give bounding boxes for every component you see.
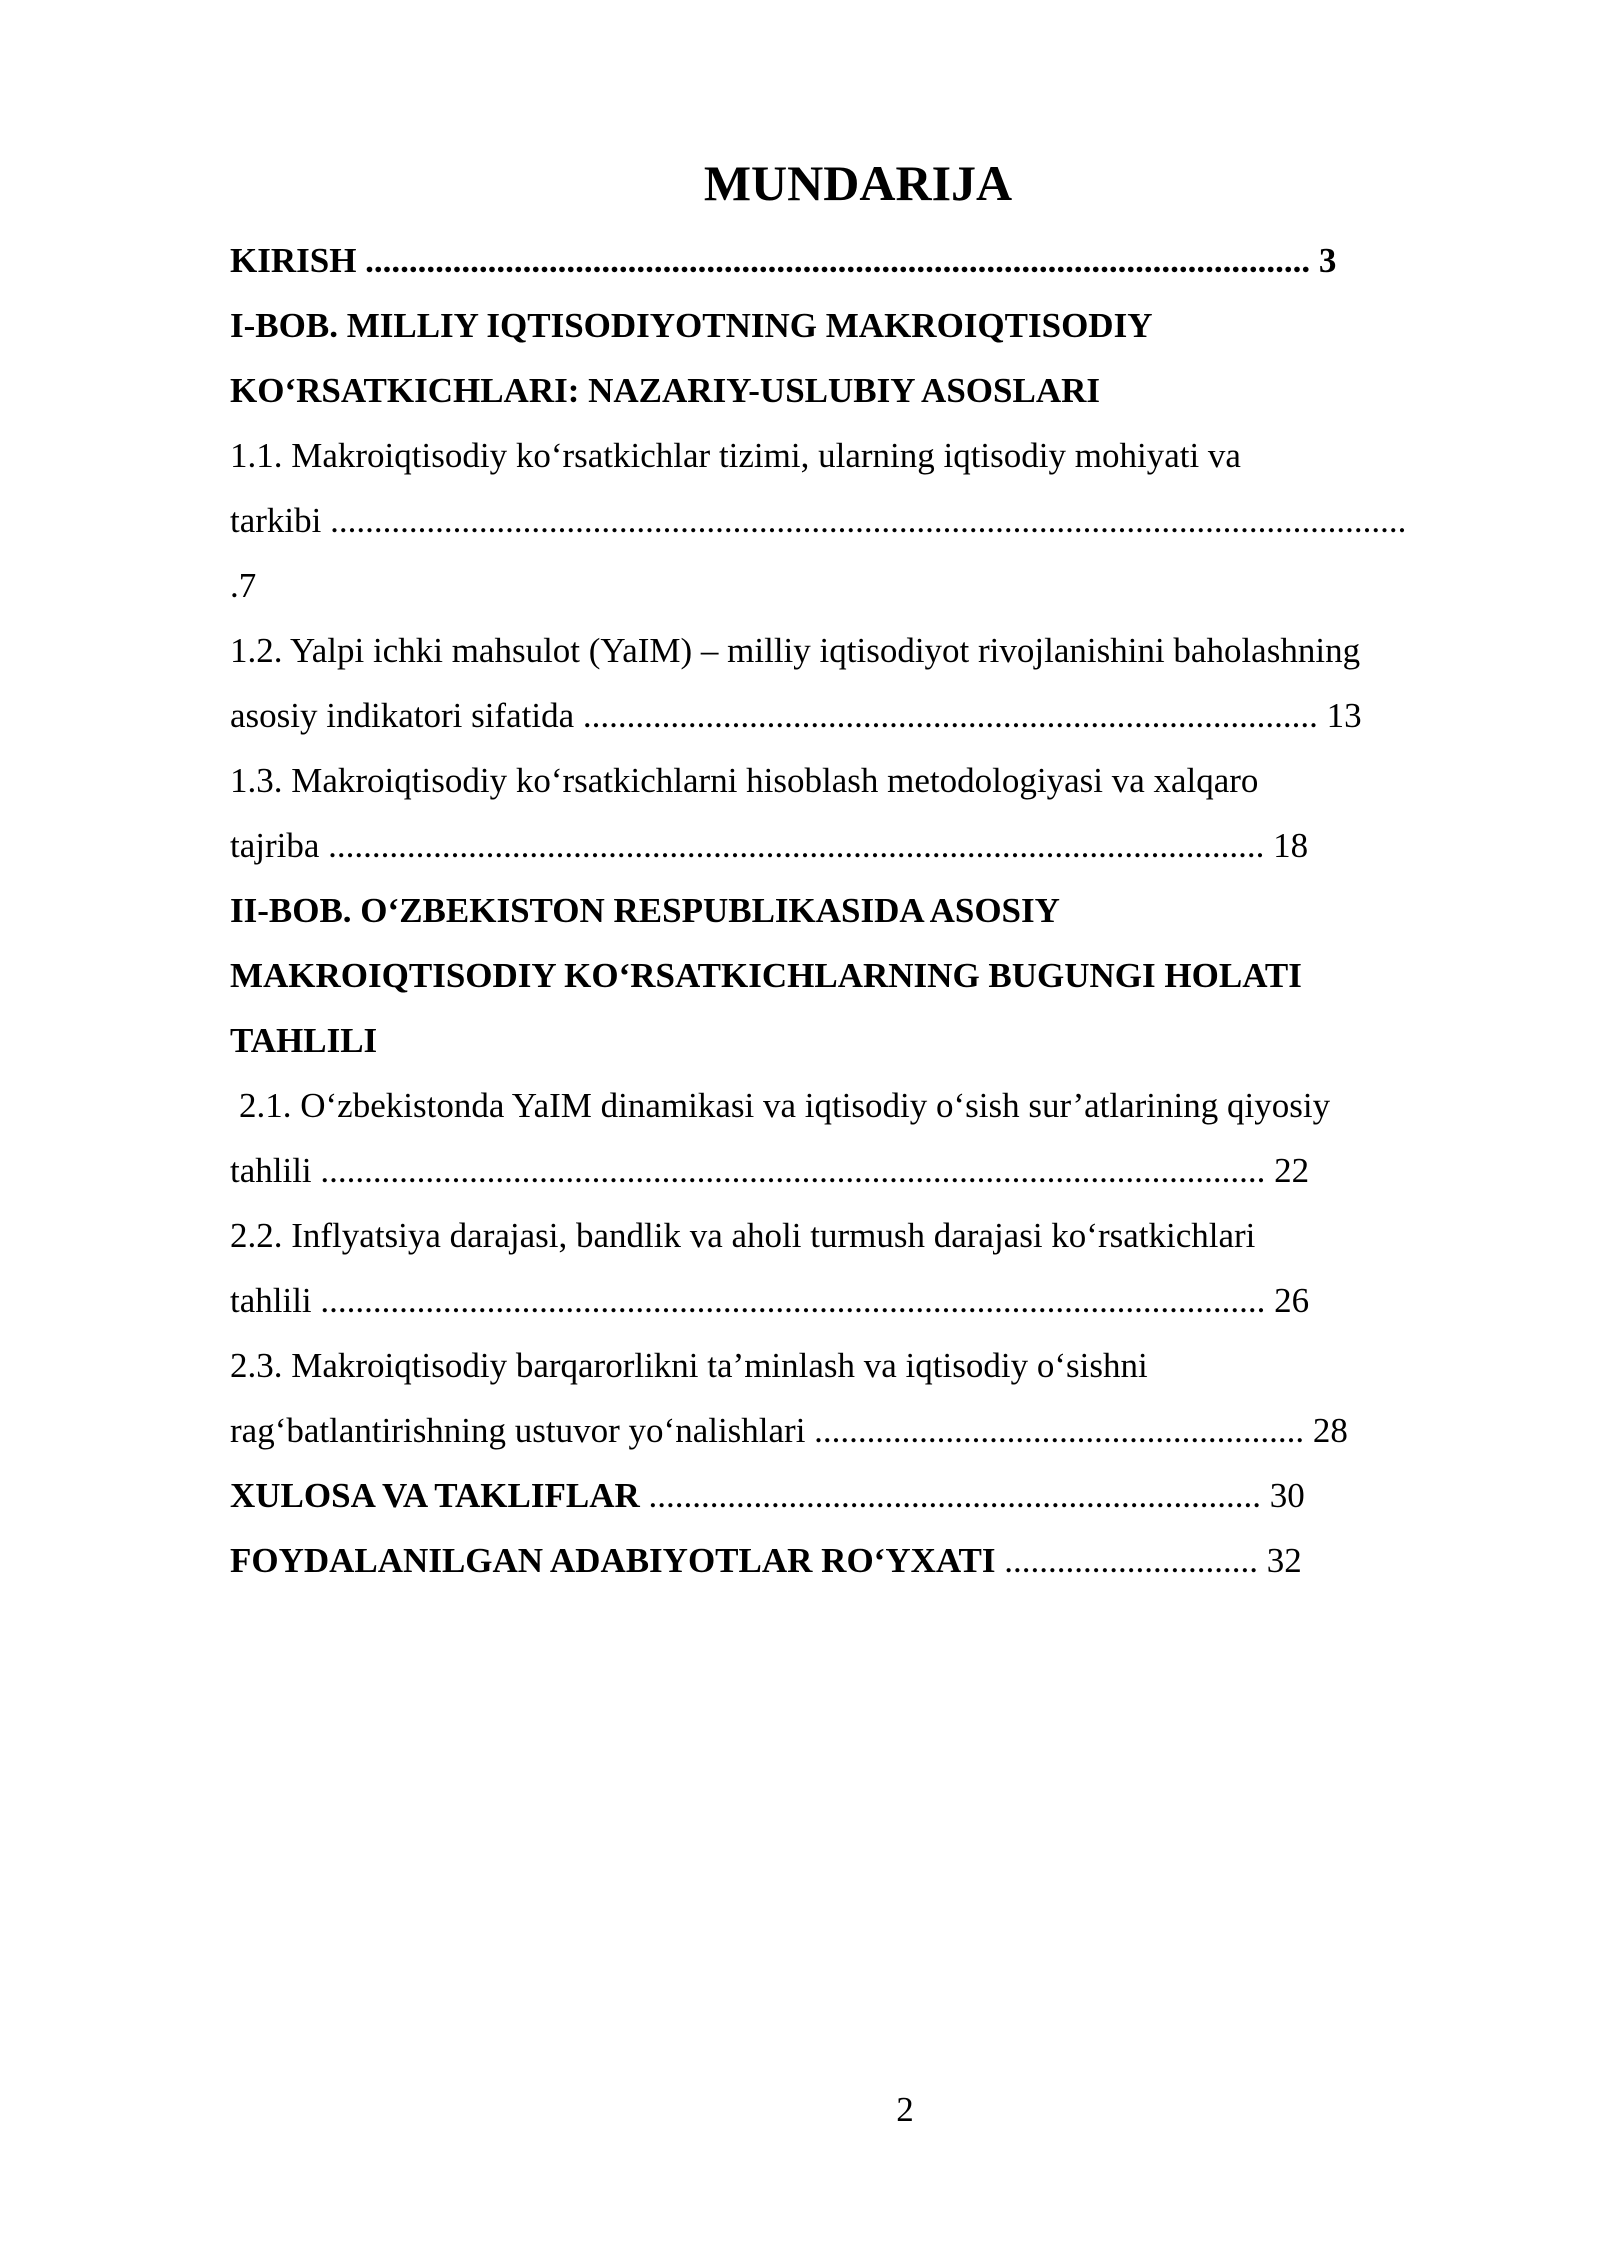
toc-section-1-1-page[interactable]: .7 — [230, 566, 257, 605]
table-of-contents — [230, 228, 1490, 1593]
toc-chapter-1-title-cont[interactable]: KO‘RSATKICHLARI: NAZARIY-USLUBIY ASOSLARI — [230, 371, 1100, 410]
toc-chapter-2-title[interactable]: II-BOB. O‘ZBEKISTON RESPUBLIKASIDA ASOSIY — [230, 891, 1060, 930]
toc-chapter-1-title[interactable]: I-BOB. MILLIY IQTISODIYOTNING MAKROIQTISODIY — [230, 306, 1153, 345]
toc-entry-xulosa-label: XULOSA VA TAKLIFLAR — [230, 1476, 640, 1515]
toc-section-2-3[interactable]: 2.3. Makroiqtisodiy barqarorlikni ta’minlash va iqtisodiy o‘sishni — [230, 1346, 1148, 1385]
toc-section-2-1-cont[interactable]: tahlili ............................................................................................................ 22 — [230, 1151, 1310, 1190]
toc-section-1-1[interactable]: 1.1. Makroiqtisodiy ko‘rsatkichlar tizimi, ularning iqtisodiy mohiyati va — [230, 436, 1241, 475]
toc-section-1-3-cont[interactable]: tajriba ........................................................................................................... 18 — [230, 826, 1309, 865]
toc-section-1-3[interactable]: 1.3. Makroiqtisodiy ko‘rsatkichlarni hisoblash metodologiyasi va xalqaro — [230, 761, 1259, 800]
toc-section-1-2[interactable]: 1.2. Yalpi ichki mahsulot (YaIM) – milliy iqtisodiyot rivojlanishini baholashning — [230, 631, 1361, 670]
toc-section-1-2-cont[interactable]: asosiy indikatori sifatida .................................................................................... 13 — [230, 696, 1362, 735]
toc-section-2-3-cont[interactable]: rag‘batlantirishning ustuvor yo‘nalishlari ........................................................ 28 — [230, 1411, 1348, 1450]
toc-section-2-1[interactable]: 2.1. O‘zbekistonda YaIM dinamikasi va iqtisodiy o‘sish sur’atlarining qiyosiy — [239, 1086, 1331, 1125]
toc-entry-adabiyotlar-label: FOYDALANILGAN ADABIYOTLAR RO‘YXATI — [230, 1541, 996, 1580]
toc-entry-kirish[interactable]: KIRISH ............................................................................................................ 3 — [230, 241, 1337, 280]
toc-entry-adabiyotlar[interactable] — [230, 1528, 1490, 1593]
toc-entry-xulosa[interactable] — [230, 1463, 1490, 1528]
toc-chapter-2-title-cont[interactable]: MAKROIQTISODIY KO‘RSATKICHLARNING BUGUNGI HOLATI — [230, 956, 1302, 995]
toc-section-2-2[interactable]: 2.2. Inflyatsiya darajasi, bandlik va aholi turmush darajasi ko‘rsatkichlari — [230, 1216, 1256, 1255]
toc-section-2-2-cont[interactable]: tahlili ............................................................................................................ 26 — [230, 1281, 1310, 1320]
toc-entry-adabiyotlar-leader: ............................. 32 — [995, 1541, 1302, 1580]
page-title: MUNDARIJA — [703, 155, 1013, 211]
page-number: 2 — [896, 2090, 914, 2129]
toc-chapter-2-title-end[interactable]: TAHLILI — [230, 1021, 378, 1060]
toc-entry-xulosa-leader: ...................................................................... 30 — [639, 1476, 1305, 1515]
toc-section-1-1-cont[interactable]: tarkibi ........................................................................................................................... — [230, 501, 1407, 540]
